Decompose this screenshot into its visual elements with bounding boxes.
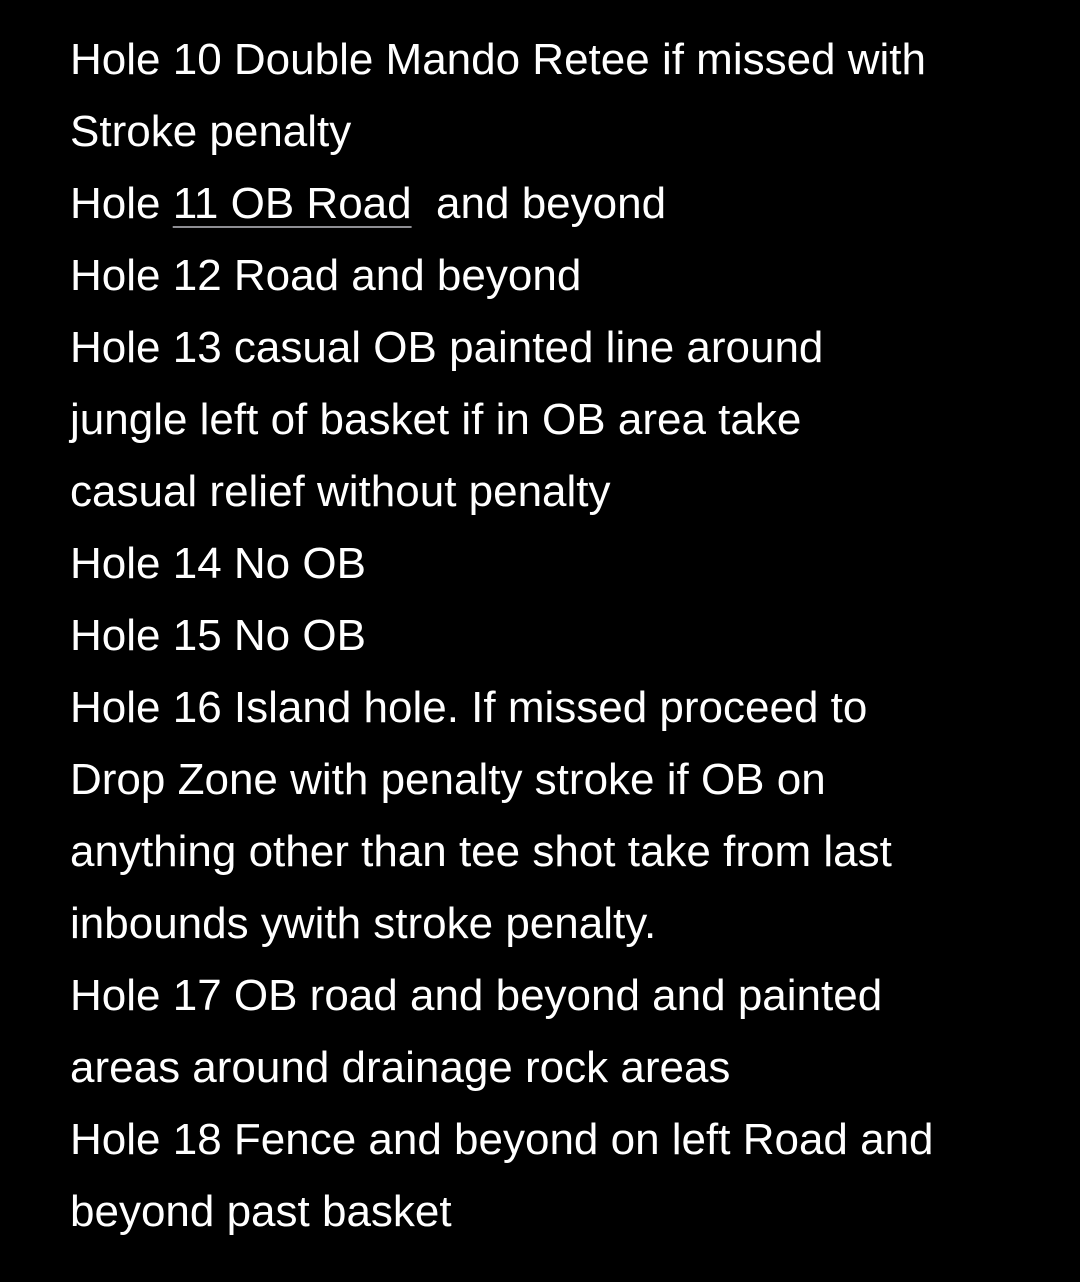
note-line: Hole 16 Island hole. If missed proceed to (70, 683, 868, 732)
note-line: jungle left of basket if in OB area take (70, 395, 802, 444)
note-line: inbounds ywith stroke penalty. (70, 899, 657, 948)
note-line: Hole 18 Fence and beyond on left Road and (70, 1115, 934, 1164)
note-line: Hole 10 Double Mando Retee if missed with (70, 35, 927, 84)
note-line: Stroke penalty (70, 107, 352, 156)
note-line: anything other than tee shot take from last (70, 827, 892, 876)
note-line: Hole 13 casual OB painted line around (70, 323, 824, 372)
note-line-prefix: Hole (70, 179, 173, 228)
note-line-suffix: and beyond (411, 179, 667, 228)
note-line: Hole 12 Road and beyond (70, 251, 582, 300)
note-line: areas around drainage rock areas (70, 1043, 731, 1092)
note-line: beyond past basket (70, 1187, 452, 1236)
note-body[interactable] (70, 24, 1030, 1248)
note-line: casual relief without penalty (70, 467, 611, 516)
note-line: Hole 14 No OB (70, 539, 366, 588)
detected-link[interactable]: 11 OB Road (172, 179, 412, 228)
note-line: Hole 15 No OB (70, 611, 366, 660)
note-line (70, 168, 1030, 240)
note-line: Drop Zone with penalty stroke if OB on (70, 755, 826, 804)
note-line: Hole 17 OB road and beyond and painted (70, 971, 883, 1020)
